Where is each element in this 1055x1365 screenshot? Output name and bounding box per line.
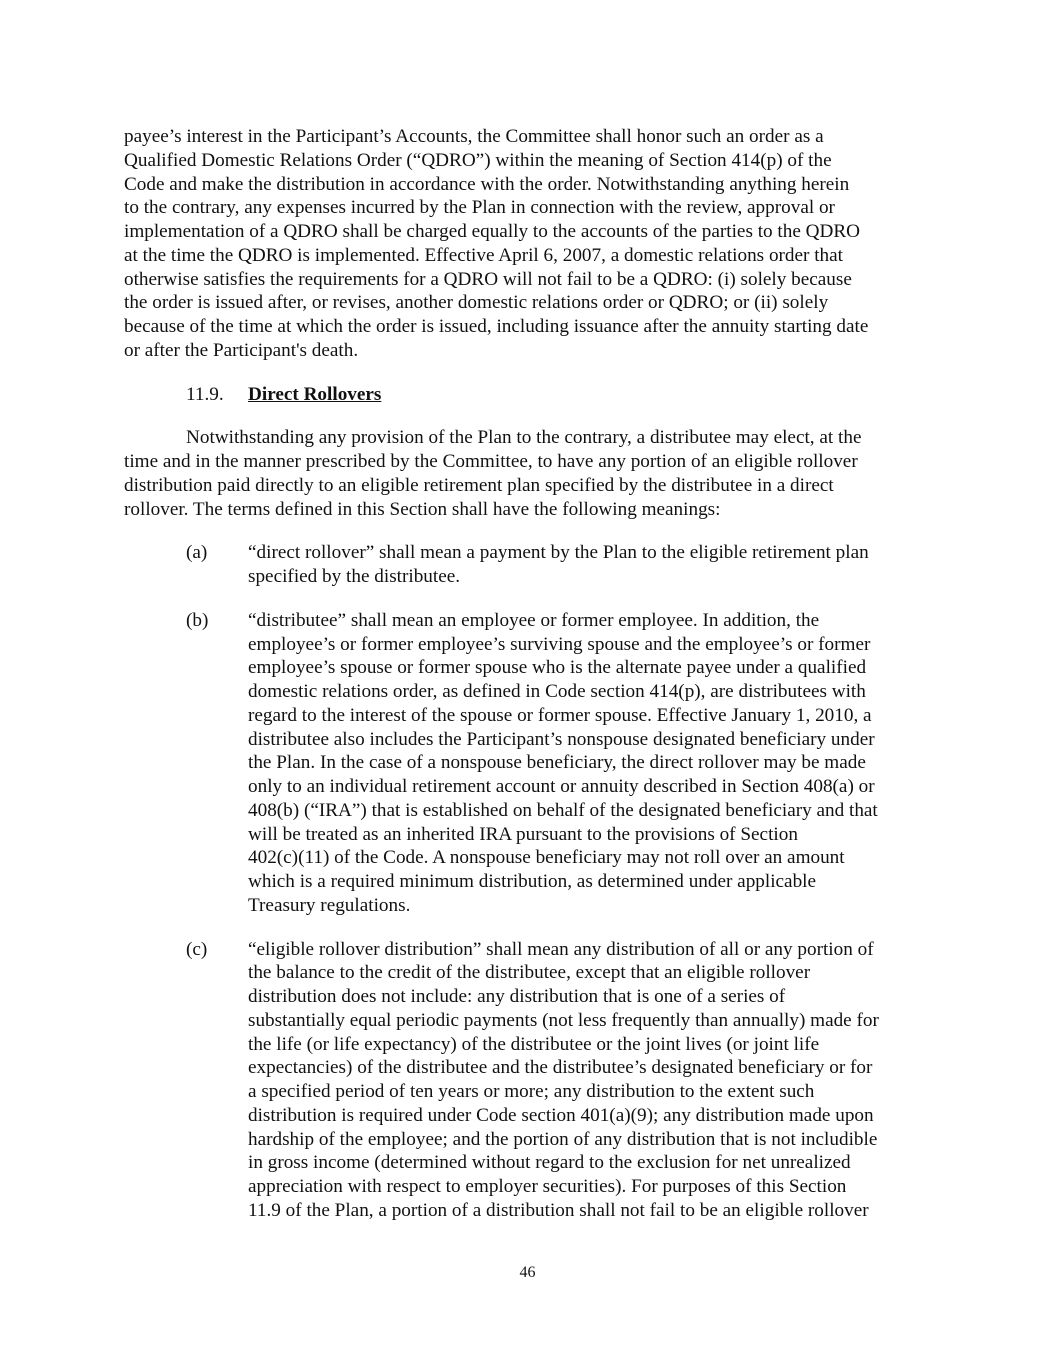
- text-line: distribution does not include: any distribution that is one of a series of: [248, 986, 786, 1007]
- text-line: “direct rollover” shall mean a payment by the Plan to the eligible retirement plan: [248, 542, 869, 564]
- text-line: time and in the manner prescribed by the Committee, to have any portion of an eligible rollover: [124, 451, 858, 472]
- item-label: (a): [186, 542, 208, 564]
- section-number: 11.9.: [186, 383, 224, 405]
- text-line: distribution paid directly to an eligible retirement plan specified by the distributee in a direct: [124, 474, 834, 496]
- text-line: Treasury regulations.: [248, 894, 411, 916]
- text-line: or after the Participant's death.: [124, 339, 359, 361]
- text-line: to the contrary, any expenses incurred by the Plan in connection with the review, approval or: [124, 197, 835, 219]
- section-title: Direct Rollovers: [248, 383, 382, 405]
- spacer: [124, 363, 930, 383]
- text-line: hardship of the employee; and the portion of any distribution that is not includible: [248, 1128, 878, 1150]
- text-line: which is a required minimum distribution, as determined under applicable: [248, 871, 817, 892]
- intro-paragraph: [124, 125, 930, 363]
- text-line: employee’s or former employee’s surviving spouse and the employee’s or former: [248, 633, 871, 655]
- definition-item-c: [124, 938, 930, 1223]
- text-line: specified by the distributee.: [248, 566, 461, 587]
- text-line: the balance to the credit of the distributee, except that an eligible rollover: [248, 962, 811, 984]
- text-line: distribution is required under Code section 401(a)(9); any distribution made upon: [248, 1104, 874, 1126]
- section-heading: [124, 383, 930, 407]
- text-line: Code and make the distribution in accordance with the order. Notwithstanding anything herein: [124, 173, 850, 195]
- spacer: [124, 589, 930, 609]
- text-line: the order is issued after, or revises, another domestic relations order or QDRO; or (ii) solely: [124, 292, 829, 314]
- text-line: a specified period of ten years or more; any distribution to the extent such: [248, 1081, 815, 1102]
- text-line: “distributee” shall mean an employee or former employee. In addition, the: [248, 609, 820, 631]
- text-line: expectancies) of the distributee and the distributee’s designated beneficiary or for: [248, 1057, 873, 1079]
- text-line: Qualified Domestic Relations Order (“QDRO”) within the meaning of Section 414(p) of the: [124, 149, 832, 171]
- text-line: otherwise satisfies the requirements for a QDRO will not fail to be a QDRO: (i) solely because: [124, 268, 852, 290]
- text-line: domestic relations order, as defined in Code section 414(p), are distributees with: [248, 681, 866, 702]
- definition-item-b: [124, 609, 930, 918]
- item-label: (b): [186, 609, 209, 631]
- text-line: at the time the QDRO is implemented. Effective April 6, 2007, a domestic relations order that: [124, 244, 843, 266]
- spacer: [124, 918, 930, 938]
- page-number: 46: [519, 1264, 536, 1281]
- text-line: implementation of a QDRO shall be charged equally to the accounts of the parties to the QDRO: [124, 221, 861, 242]
- item-label: (c): [186, 938, 208, 960]
- definition-item-a: [124, 541, 930, 589]
- text-line: because of the time at which the order is issued, including issuance after the annuity starting date: [124, 316, 869, 337]
- spacer: [124, 406, 930, 426]
- text-line: payee’s interest in the Participant’s Accounts, the Committee shall honor such an order as a: [124, 126, 824, 147]
- document-page: [124, 125, 930, 1223]
- text-line: 11.9 of the Plan, a portion of a distribution shall not fail to be an eligible rollover: [248, 1199, 869, 1221]
- text-line: will be treated as an inherited IRA pursuant to the provisions of Section: [248, 823, 798, 845]
- text-line: employee’s spouse or former spouse who is the alternate payee under a qualified: [248, 657, 867, 679]
- text-line: substantially equal periodic payments (not less frequently than annually) made for: [248, 1009, 879, 1031]
- text-line: distributee also includes the Participant’s nonspouse designated beneficiary under: [248, 728, 875, 750]
- text-line: appreciation with respect to employer securities). For purposes of this Section: [248, 1176, 847, 1197]
- text-line: in gross income (determined without regard to the exclusion for net unrealized: [248, 1152, 851, 1174]
- section-paragraph: [124, 426, 930, 521]
- text-line: “eligible rollover distribution” shall mean any distribution of all or any portion of: [248, 938, 874, 960]
- text-line: regard to the interest of the spouse or former spouse. Effective January 1, 2010, a: [248, 704, 872, 726]
- text-line: only to an individual retirement account or annuity described in Section 408(a) or: [248, 776, 875, 797]
- spacer: [124, 521, 930, 541]
- text-line: the Plan. In the case of a nonspouse beneficiary, the direct rollover may be made: [248, 752, 866, 774]
- text-line: the life (or life expectancy) of the distributee or the joint lives (or joint life: [248, 1033, 820, 1055]
- text-line: 408(b) (“IRA”) that is established on behalf of the designated beneficiary and that: [248, 799, 878, 821]
- text-line: Notwithstanding any provision of the Plan to the contrary, a distributee may elect, at the: [186, 427, 862, 449]
- text-line: 402(c)(11) of the Code. A nonspouse beneficiary may not roll over an amount: [248, 847, 845, 869]
- text-line: rollover. The terms defined in this Section shall have the following meanings:: [124, 498, 721, 520]
